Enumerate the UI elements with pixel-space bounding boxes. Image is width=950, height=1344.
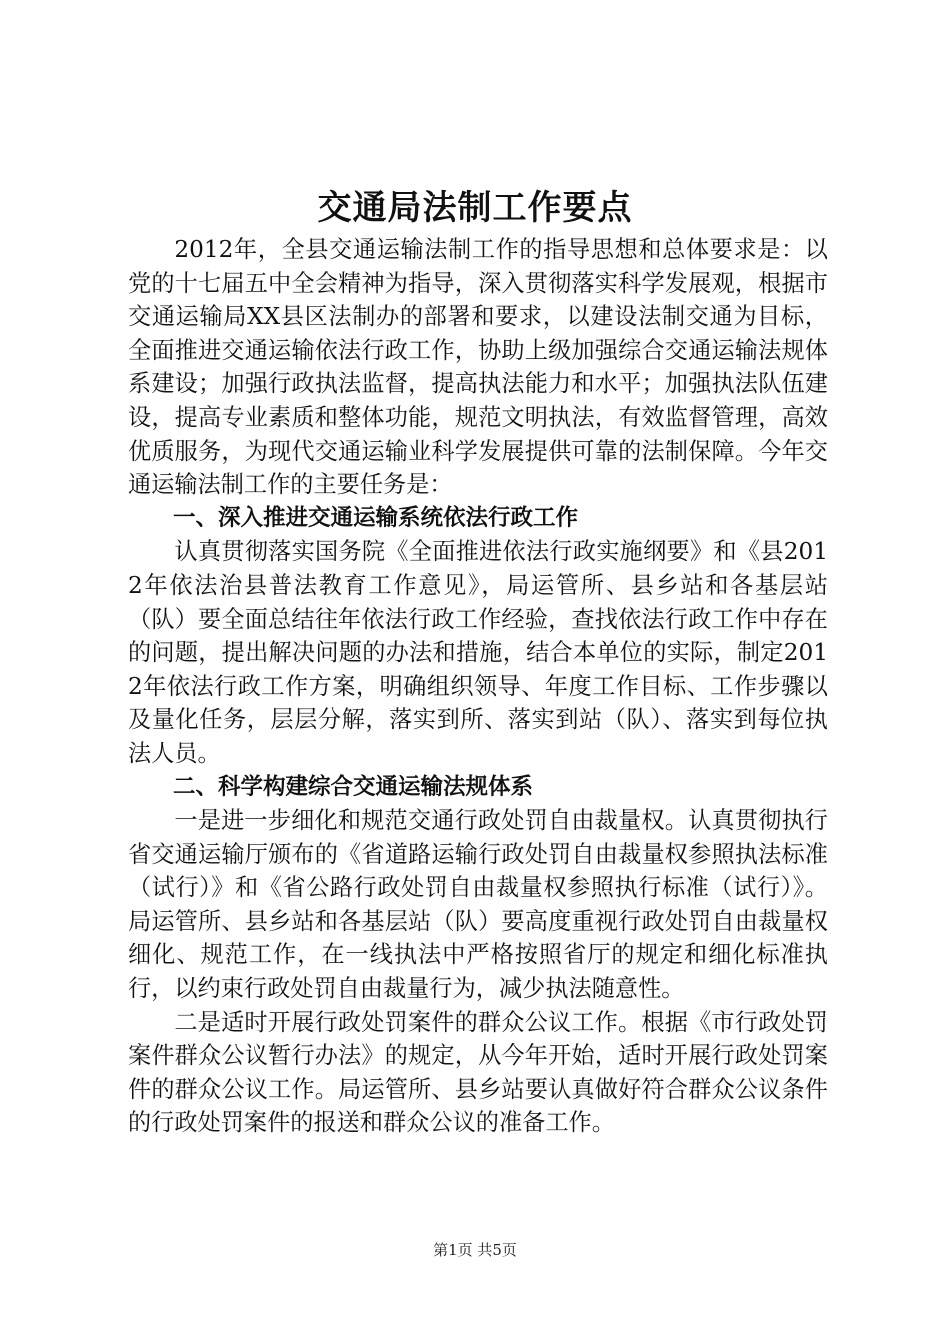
page-number-footer: 第1页 共5页	[433, 1241, 517, 1259]
section-1-paragraph: 认真贯彻落实国务院《全面推进依法行政实施纲要》和《县2012年依法治县普法教育工作意见》，局运管所、县乡站和各基层站（队）要全面总结往年依法行政工作经验，查找依法行政工作中存在的问题，提出解决问题的办法和措施，结合本单位的实际，制定2012年依法行政工作方案，明确组织领导、年度工作目标、工作步骤以及量化任务，层层分解，落实到所、落实到站（队）、落实到每位执法人员。	[128, 538, 828, 767]
section-2-paragraph-a: 一是进一步细化和规范交通行政处罚自由裁量权。认真贯彻执行省交通运输厅颁布的《省道路运输行政处罚自由裁量权参照执法标准（试行）》和《省公路行政处罚自由裁量权参照执行标准（试行）》。局运管所、县乡站和各基层站（队）要高度重视行政处罚自由裁量权细化、规范工作，在一线执法中严格按照省厅的规定和细化标准执行，以约束行政处罚自由裁量行为，减少执法随意性。	[128, 807, 828, 1003]
section-2-paragraph-b: 二是适时开展行政处罚案件的群众公议工作。根据《市行政处罚案件群众公议暂行办法》的规定，从今年开始，适时开展行政处罚案件的群众公议工作。局运管所、县乡站要认真做好符合群众公议条件的行政处罚案件的报送和群众公议的准备工作。	[128, 1008, 828, 1137]
intro-paragraph: 2012年，全县交通运输法制工作的指导思想和总体要求是：以党的十七届五中全会精神为指导，深入贯彻落实科学发展观，根据市交通运输局XX县区法制办的部署和要求，以建设法制交通为目标，全面推进交通运输依法行政工作，协助上级加强综合交通运输法规体系建设；加强行政执法监督，提高执法能力和水平；加强执法队伍建设，提高专业素质和整体功能，规范文明执法，有效监督管理，高效优质服务，为现代交通运输业科学发展提供可靠的法制保障。今年交通运输法制工作的主要任务是：	[128, 236, 828, 499]
section-heading-2: 二、科学构建综合交通运输法规体系	[173, 773, 534, 800]
document-title: 交通局法制工作要点	[317, 188, 633, 228]
section-heading-1: 一、深入推进交通运输系统依法行政工作	[173, 504, 579, 531]
document-body	[128, 233, 828, 1140]
